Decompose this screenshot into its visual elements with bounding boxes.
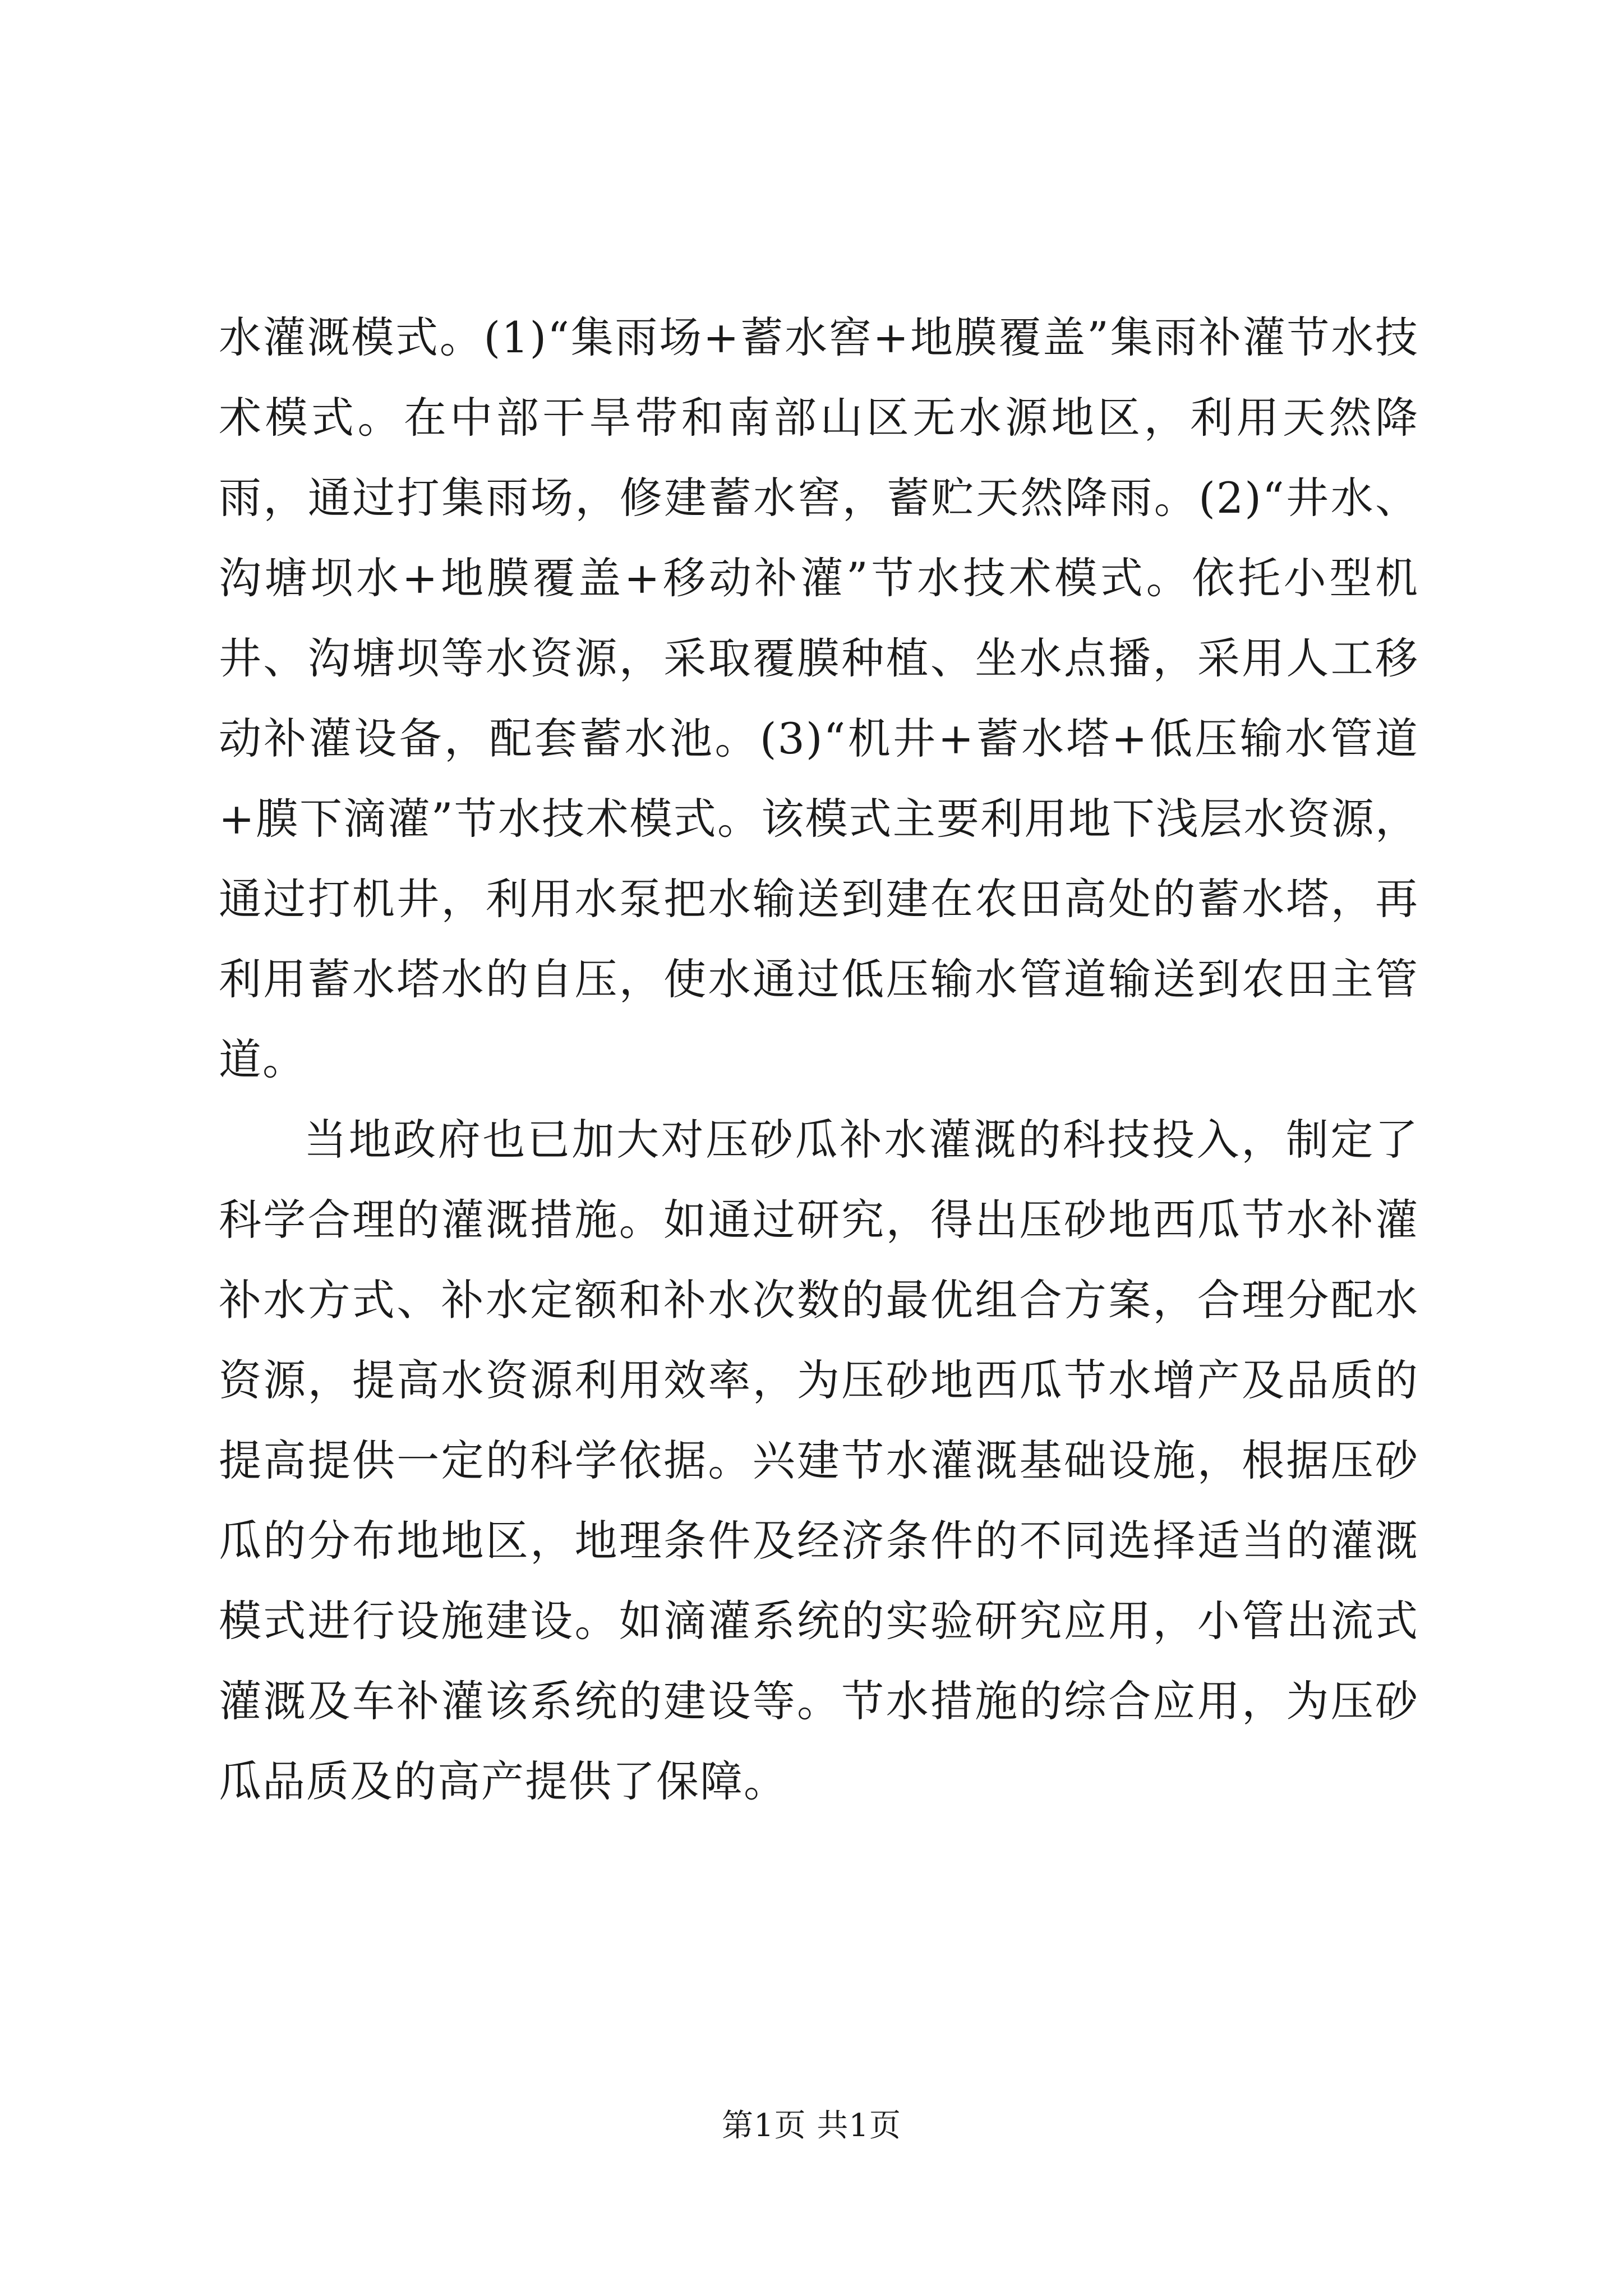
document-body xyxy=(219,297,1419,1821)
paragraph-government-investment: 当地政府也已加大对压砂瓜补水灌溉的科技投入，制定了科学合理的灌溉措施。如通过研究，得出压砂地西瓜节水补灌补水方式、补水定额和补水次数的最优组合方案，合理分配水资源，提高水资源利用效率，为压砂地西瓜节水增产及品质的提高提供一定的科学依据。兴建节水灌溉基础设施，根据压砂瓜的分布地地区，地理条件及经济条件的不同选择适当的灌溉模式进行设施建设。如滴灌系统的实验研究应用，小管出流式灌溉及车补灌该系统的建设等。节水措施的综合应用，为压砂瓜品质及的高产提供了保障。 xyxy=(219,1115,1419,1806)
paragraph-continuation: 水灌溉模式。(1)“集雨场+蓄水窖+地膜覆盖”集雨补灌节水技术模式。在中部干旱带和南部山区无水源地区，利用天然降雨，通过打集雨场，修建蓄水窖，蓄贮天然降雨。(2)“井水、沟塘坝水+地膜覆盖+移动补灌”节水技术模式。依托小型机井、沟塘坝等水资源，采取覆膜种植、坐水点播，采用人工移动补灌设备，配套蓄水池。(3)“机井+蓄水塔+低压输水管道+膜下滴灌”节水技术模式。该模式主要利用地下浅层水资源，通过打机井，利用水泵把水输送到建在农田高处的蓄水塔，再利用蓄水塔水的自压，使水通过低压输水管道输送到农田主管道。 xyxy=(219,312,1419,1084)
page-footer: 第1页 共1页 xyxy=(721,2108,902,2144)
